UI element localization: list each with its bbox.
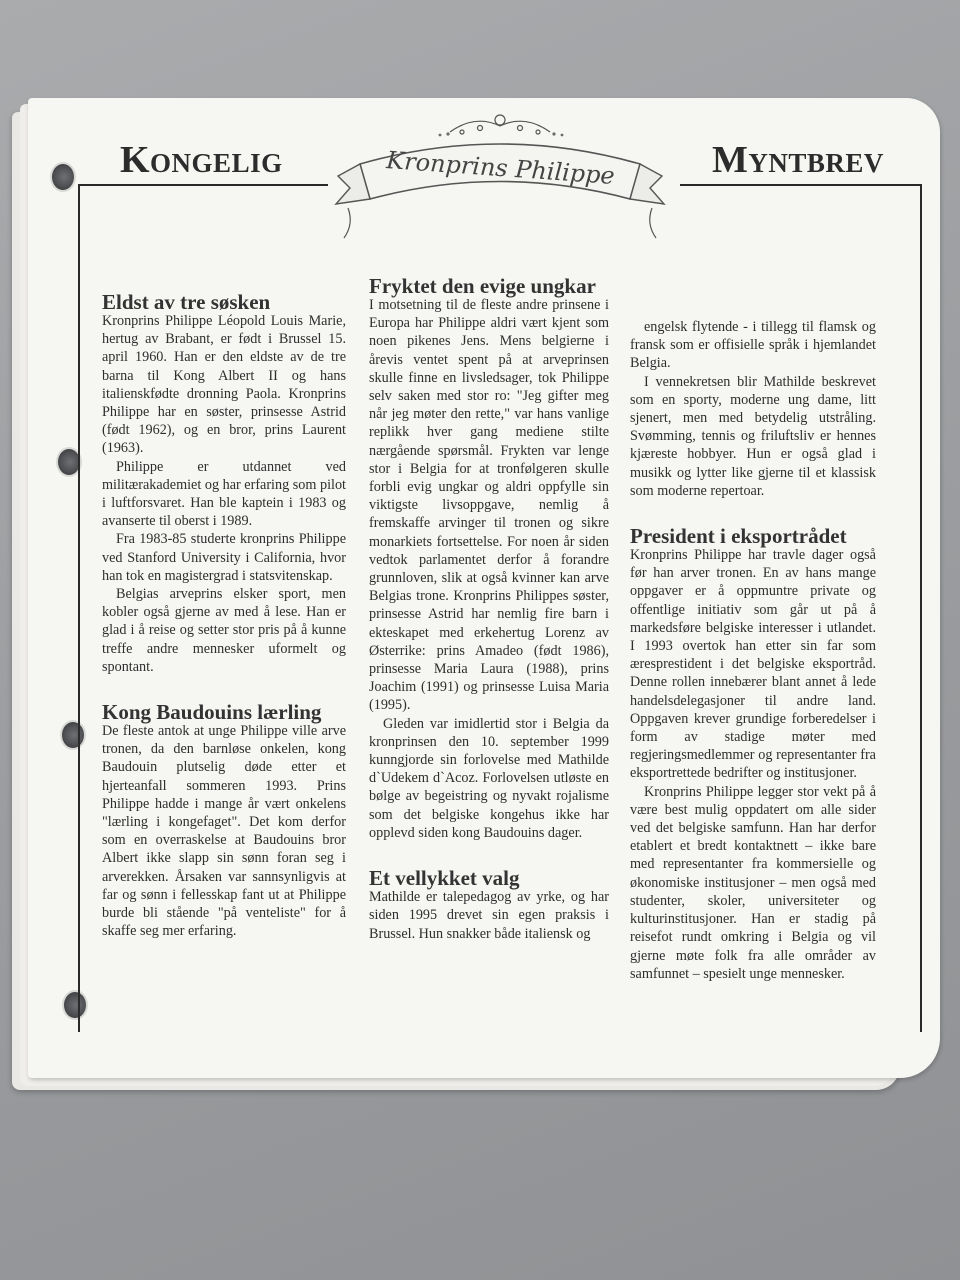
heading-baudouin: Kong Baudouins lærling: [102, 700, 322, 725]
binder-hole: [50, 162, 76, 192]
header-right-word: [712, 140, 884, 182]
paragraph: engelsk flytende - i tillegg til flamsk og fransk som er offisielle språk i hjemlandet Belgia.: [630, 319, 876, 372]
paragraph: De fleste antok at unge Philippe ville arve tronen, da den barnløse onkelen, kong Baudouin plutselig døde etter et hjerteanfall sommeren 1993. Prins Philippe hadde i mange år vært onkelens "lærling i kongefaget". Det kom derfor som en overraskelse at Baudouins bror Albert ikke slapp sin sønn foran seg i arverekken. Årsaken var sannsynligvis at far og sønn i fellesskap fant ut at Philippe burde bli stående "på venteliste" for å skaffe seg mer erfaring.: [102, 723, 346, 940]
heading-eldst: Eldst av tre søsken: [102, 290, 271, 314]
header-left-word: [120, 140, 283, 182]
heading-ungkar: Fryktet den evige ungkar: [369, 274, 596, 298]
frame-right-rule: [920, 184, 922, 1032]
column-1: [102, 292, 346, 941]
paragraph: Mathilde er talepedagog av yrke, og har siden 1995 drevet sin egen praksis i Brussel. Hun snakker både italiensk og: [369, 889, 609, 942]
header-rule-left: [78, 184, 328, 186]
heading-president: President i eksportrådet: [630, 524, 847, 549]
banner-ornament: [330, 104, 670, 254]
header-rule-right: [680, 184, 922, 186]
paragraph: Kronprins Philippe Léopold Louis Marie, hertug av Brabant, er født i Brussel 15. april 1960. Han er den eldste av de tre barna til Kong Albert II og hans italienskfødte dronning Paola. Kronprins Philippe har en søster, prinsesse Astrid (født 1962), og en bror, prins Laurent (1963).: [102, 313, 346, 457]
binder-hole: [60, 720, 86, 750]
paragraph: I vennekretsen blir Mathilde beskrevet som en sporty, moderne ung dame, litt sjenert, men med betydelig utstråling. Svømming, tennis og friluftsliv er hennes kjæreste hobbyer. Hun er også glad i musikk og lytter like gjerne til et klassisk som moderne repertoar.: [630, 373, 876, 499]
header-right-text: Myntbrev: [712, 139, 884, 181]
paragraph: Fra 1983-85 studerte kronprins Philippe ved Stanford University i California, hvor han tok en magistergrad i statsvitenskap.: [102, 531, 346, 584]
paragraph: Kronprins Philippe har travle dager også før han arver tronen. En av hans mange oppgaver er å oppmuntre private og offentlige initiativ som går ut på å markedsføre belgiske interesser i utlandet. I 1993 overtok han etter sin far som æresprestident i det belgiske eksportråd. Denne rollen innebærer blant annet å lede handelsdelegasjoner til andre land. Oppgaven krever grundige forberedelser i form av stadige møter med regjeringsmedlemmer og representanter fra eksportrettede bedrifter og institusjoner.: [630, 547, 876, 782]
frame-left-rule: [78, 184, 80, 1032]
ornament-flourish-icon: [450, 121, 550, 132]
paragraph: Belgias arveprins elsker sport, men kobler også gjerne av med å lese. Han er glad i å reise og setter stor pris på å kunne treffe andre mennesker uformelt og spontant.: [102, 586, 346, 675]
column-3: [630, 318, 876, 983]
binder-hole: [62, 990, 88, 1020]
column-2: [369, 276, 609, 943]
paragraph: Gleden var imidlertid stor i Belgia da kronprinsen den 10. september 1999 kunngjorde sin forlovelse med Mathilde d`Udekem d`Acoz. Forlovelsen utløste en bølge av begeistring og nyvakt rojalisme som det belgiske kongehus ikke har opplevd siden kong Baudouins dager.: [369, 715, 609, 841]
banner-title: Kronprins Philippe: [385, 146, 616, 190]
paragraph: Kronprins Philippe legger stor vekt på å være best mulig oppdatert om alle sider ved det belgiske samfunn. Han har derfor etablert et bredt kontaktnett – ikke bare med representanter fra kommersielle og økonomiske institusjoner – men også med studenter, skoler, universiteter og kulturinstitusjoner. Han er stadig på reisefot rundt omkring i Belgia og vil gjerne møte folk fra alle områder av samfunnet – spesielt unge mennesker.: [630, 783, 876, 982]
paragraph: I motsetning til de fleste andre prinsene i Europa har Philippe aldri vært kjent som noen pikenes Jens. Mens belgierne i årevis ventet spent på at arveprinsen skulle finne en livsledsager, tok Philippe selv saken med stor ro: "Jeg gifter meg når jeg møter den rette," var hans vanlige replikk hver gang mediene stilte nærgående spørsmål. Frykten var lenge stor i Belgia for at tronfølgeren skulle forbli evig ungkar og aldri oppfylle sin viktigste livsoppgave, nemlig å fremskaffe arvinger til tronen og sikre monarkiets fortsettelse. For noen år siden vedtok parlamentet derfor å forandre grunnloven, slik at også kvinner kan arve Belgias trone. Kronprins Philippes søster, prinsesse Astrid har nemlig fire barn i ekteskapet med erkehertug Lorenz av Østerrike: prins Amadeo (født 1986), prinsesse Maria Laura (1988), prins Joachim (1991) og prinsesse Luisa Maria (1995).: [369, 297, 609, 714]
paragraph: Philippe er utdannet ved militærakademiet og har erfaring som pilot i luftforsvaret. Han ble kaptein i 1983 og avanserte til oberst i 1989.: [102, 458, 346, 530]
heading-valg: Et vellykket valg: [369, 866, 520, 891]
header-left-text: Kongelig: [120, 139, 283, 181]
